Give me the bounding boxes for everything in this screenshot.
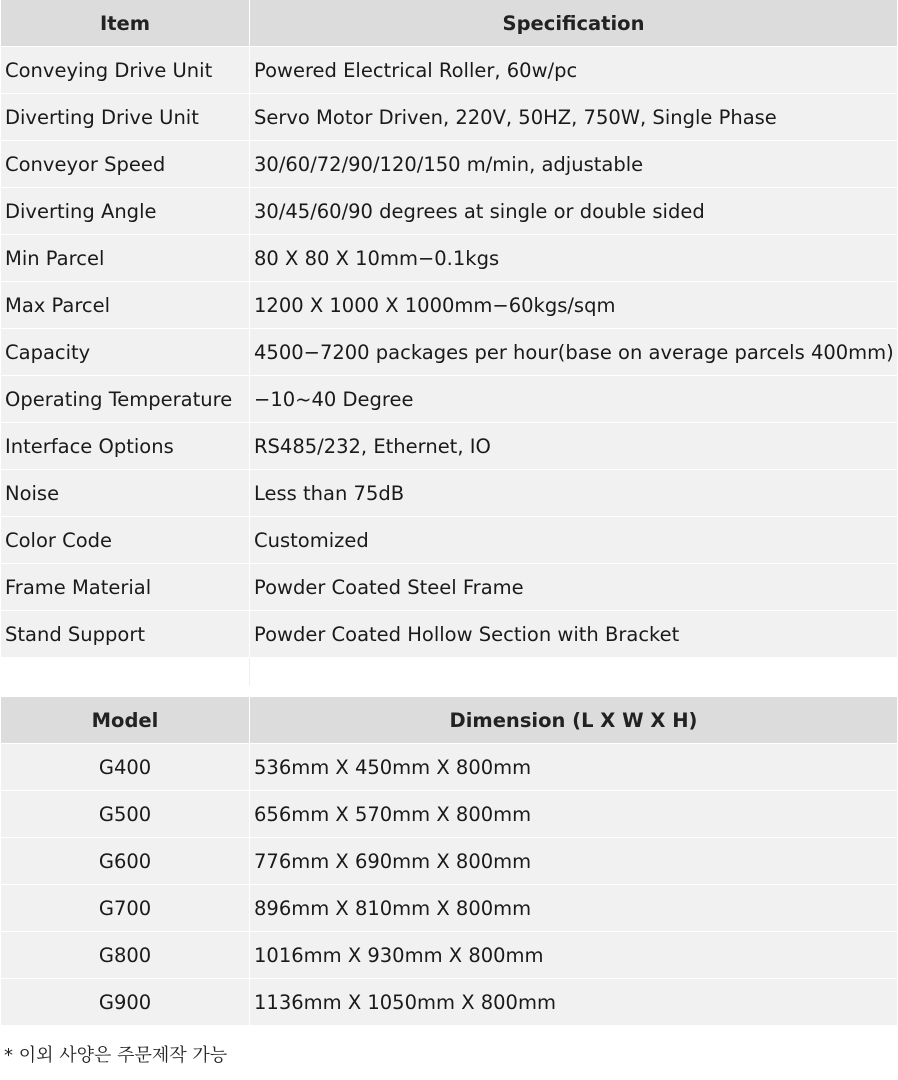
model-cell: G400 bbox=[1, 744, 249, 791]
item-cell: Frame Material bbox=[1, 564, 249, 611]
item-cell: Stand Support bbox=[1, 611, 249, 658]
spec-cell: −10~40 Degree bbox=[249, 376, 897, 423]
item-cell: Diverting Angle bbox=[1, 188, 249, 235]
item-cell: Noise bbox=[1, 470, 249, 517]
model-cell: G800 bbox=[1, 932, 249, 979]
item-cell: Max Parcel bbox=[1, 282, 249, 329]
spacer-cell bbox=[249, 658, 897, 686]
item-cell: Diverting Drive Unit bbox=[1, 94, 249, 141]
spec-cell: Servo Motor Driven, 220V, 50HZ, 750W, Single Phase bbox=[249, 94, 897, 141]
spec-cell: Powder Coated Hollow Section with Bracket bbox=[249, 611, 897, 658]
table-row bbox=[1, 282, 897, 329]
dimension-cell: 1136mm X 1050mm X 800mm bbox=[249, 979, 897, 1026]
table-row bbox=[1, 141, 897, 188]
header-row bbox=[1, 697, 897, 744]
item-cell: Conveying Drive Unit bbox=[1, 47, 249, 94]
table-row bbox=[1, 564, 897, 611]
spec-cell: 80 X 80 X 10mm−0.1kgs bbox=[249, 235, 897, 282]
table-row bbox=[1, 470, 897, 517]
footnote: * 이외 사양은 주문제작 가능 bbox=[4, 1045, 228, 1066]
table-row bbox=[1, 932, 897, 979]
model-dimension-table bbox=[1, 697, 897, 1026]
dimension-cell: 896mm X 810mm X 800mm bbox=[249, 885, 897, 932]
item-cell: Capacity bbox=[1, 329, 249, 376]
spacer-row bbox=[1, 658, 897, 686]
spec-cell: Less than 75dB bbox=[249, 470, 897, 517]
spec-cell: Powder Coated Steel Frame bbox=[249, 564, 897, 611]
table-row bbox=[1, 611, 897, 658]
item-cell: Color Code bbox=[1, 517, 249, 564]
dimension-cell: 536mm X 450mm X 800mm bbox=[249, 744, 897, 791]
table-row bbox=[1, 791, 897, 838]
model-cell: G700 bbox=[1, 885, 249, 932]
table-row bbox=[1, 423, 897, 470]
table-row bbox=[1, 979, 897, 1026]
spec-cell: Customized bbox=[249, 517, 897, 564]
dimension-cell: 656mm X 570mm X 800mm bbox=[249, 791, 897, 838]
table-row bbox=[1, 188, 897, 235]
spacer-cell bbox=[1, 658, 249, 686]
spec-cell: RS485/232, Ethernet, IO bbox=[249, 423, 897, 470]
item-cell: Operating Temperature bbox=[1, 376, 249, 423]
item-cell: Min Parcel bbox=[1, 235, 249, 282]
model-cell: G900 bbox=[1, 979, 249, 1026]
spec-cell: 1200 X 1000 X 1000mm−60kgs/sqm bbox=[249, 282, 897, 329]
spec-cell: 4500−7200 packages per hour(base on average parcels 400mm) bbox=[249, 329, 897, 376]
table-row bbox=[1, 838, 897, 885]
dimension-cell: 1016mm X 930mm X 800mm bbox=[249, 932, 897, 979]
header-row bbox=[1, 0, 897, 47]
spec-cell: 30/60/72/90/120/150 m/min, adjustable bbox=[249, 141, 897, 188]
table-row bbox=[1, 94, 897, 141]
table-row bbox=[1, 744, 897, 791]
spec-cell: Powered Electrical Roller, 60w/pc bbox=[249, 47, 897, 94]
dimension-cell: 776mm X 690mm X 800mm bbox=[249, 838, 897, 885]
table-row bbox=[1, 47, 897, 94]
model-cell: G600 bbox=[1, 838, 249, 885]
header-specification: Specification bbox=[249, 0, 897, 47]
table-row bbox=[1, 376, 897, 423]
header-item: Item bbox=[1, 0, 249, 47]
table-row bbox=[1, 235, 897, 282]
model-cell: G500 bbox=[1, 791, 249, 838]
table-row bbox=[1, 517, 897, 564]
table-row bbox=[1, 885, 897, 932]
item-cell: Conveyor Speed bbox=[1, 141, 249, 188]
header-dimension: Dimension (L X W X H) bbox=[249, 697, 897, 744]
spec-cell: 30/45/60/90 degrees at single or double sided bbox=[249, 188, 897, 235]
header-model: Model bbox=[1, 697, 249, 744]
item-cell: Interface Options bbox=[1, 423, 249, 470]
table-row bbox=[1, 329, 897, 376]
specification-table bbox=[1, 0, 897, 686]
